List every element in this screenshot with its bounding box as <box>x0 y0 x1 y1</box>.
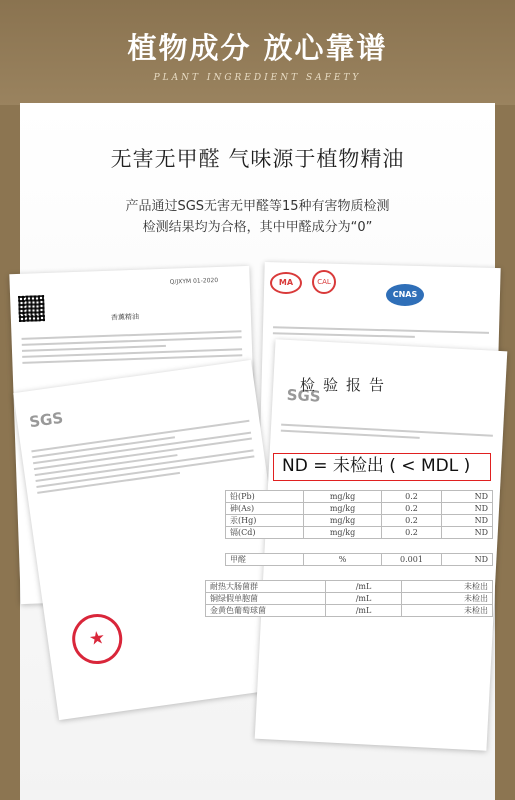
table-row: 铜绿假单胞菌 /mL 未检出 <box>206 593 493 605</box>
table-row: 镉(Cd) mg/kg 0.2 ND <box>226 527 493 539</box>
page-title: 植物成分 放心靠谱 <box>127 31 388 65</box>
cnas-logo-icon: CNAS <box>386 284 424 306</box>
cma-logo-icon: MA <box>270 272 302 294</box>
sgs-logo: SGS <box>286 385 322 406</box>
document-text-lines <box>271 419 504 447</box>
card-description-line-1: 产品通过SGS无害无甲醛等15种有害物质检测 <box>125 199 390 214</box>
heavy-metals-table <box>225 490 493 539</box>
report-title: 检验报告 <box>300 376 393 394</box>
document-title: 香薰精油 <box>110 312 140 322</box>
table-row: 汞(Hg) mg/kg 0.2 ND <box>226 515 493 527</box>
sgs-report-document <box>13 360 297 720</box>
table-row: 甲醛 % 0.001 ND <box>226 554 493 566</box>
card-heading: 无害无甲醛 气味源于植物精油 <box>110 147 405 171</box>
qr-code-icon <box>18 295 45 322</box>
page-subtitle: PLANT INGREDIENT SAFETY <box>153 73 362 83</box>
table-row: 金黄色葡萄球菌 /mL 未检出 <box>206 605 493 617</box>
table-row: 铅(Pb) mg/kg 0.2 ND <box>226 491 493 503</box>
document-text-lines <box>11 326 252 368</box>
cal-logo-icon: CAL <box>312 270 336 294</box>
inspection-report-document <box>255 339 508 751</box>
document-code: Q/JXYM 01-2020 <box>169 277 219 286</box>
card-description-line-2: 检测结果均为合格，其中甲醛成分为“0” <box>142 220 373 235</box>
table-row: 耐热大肠菌群 /mL 未检出 <box>206 581 493 593</box>
bacteria-table <box>205 580 493 617</box>
table-row: 砷(As) mg/kg 0.2 ND <box>226 503 493 515</box>
red-seal-stamp: ★ <box>69 611 125 667</box>
nd-definition-callout: ND = 未检出 ( < MDL ) <box>273 453 491 481</box>
formaldehyde-table <box>225 553 493 566</box>
sgs-logo: SGS <box>28 408 65 432</box>
